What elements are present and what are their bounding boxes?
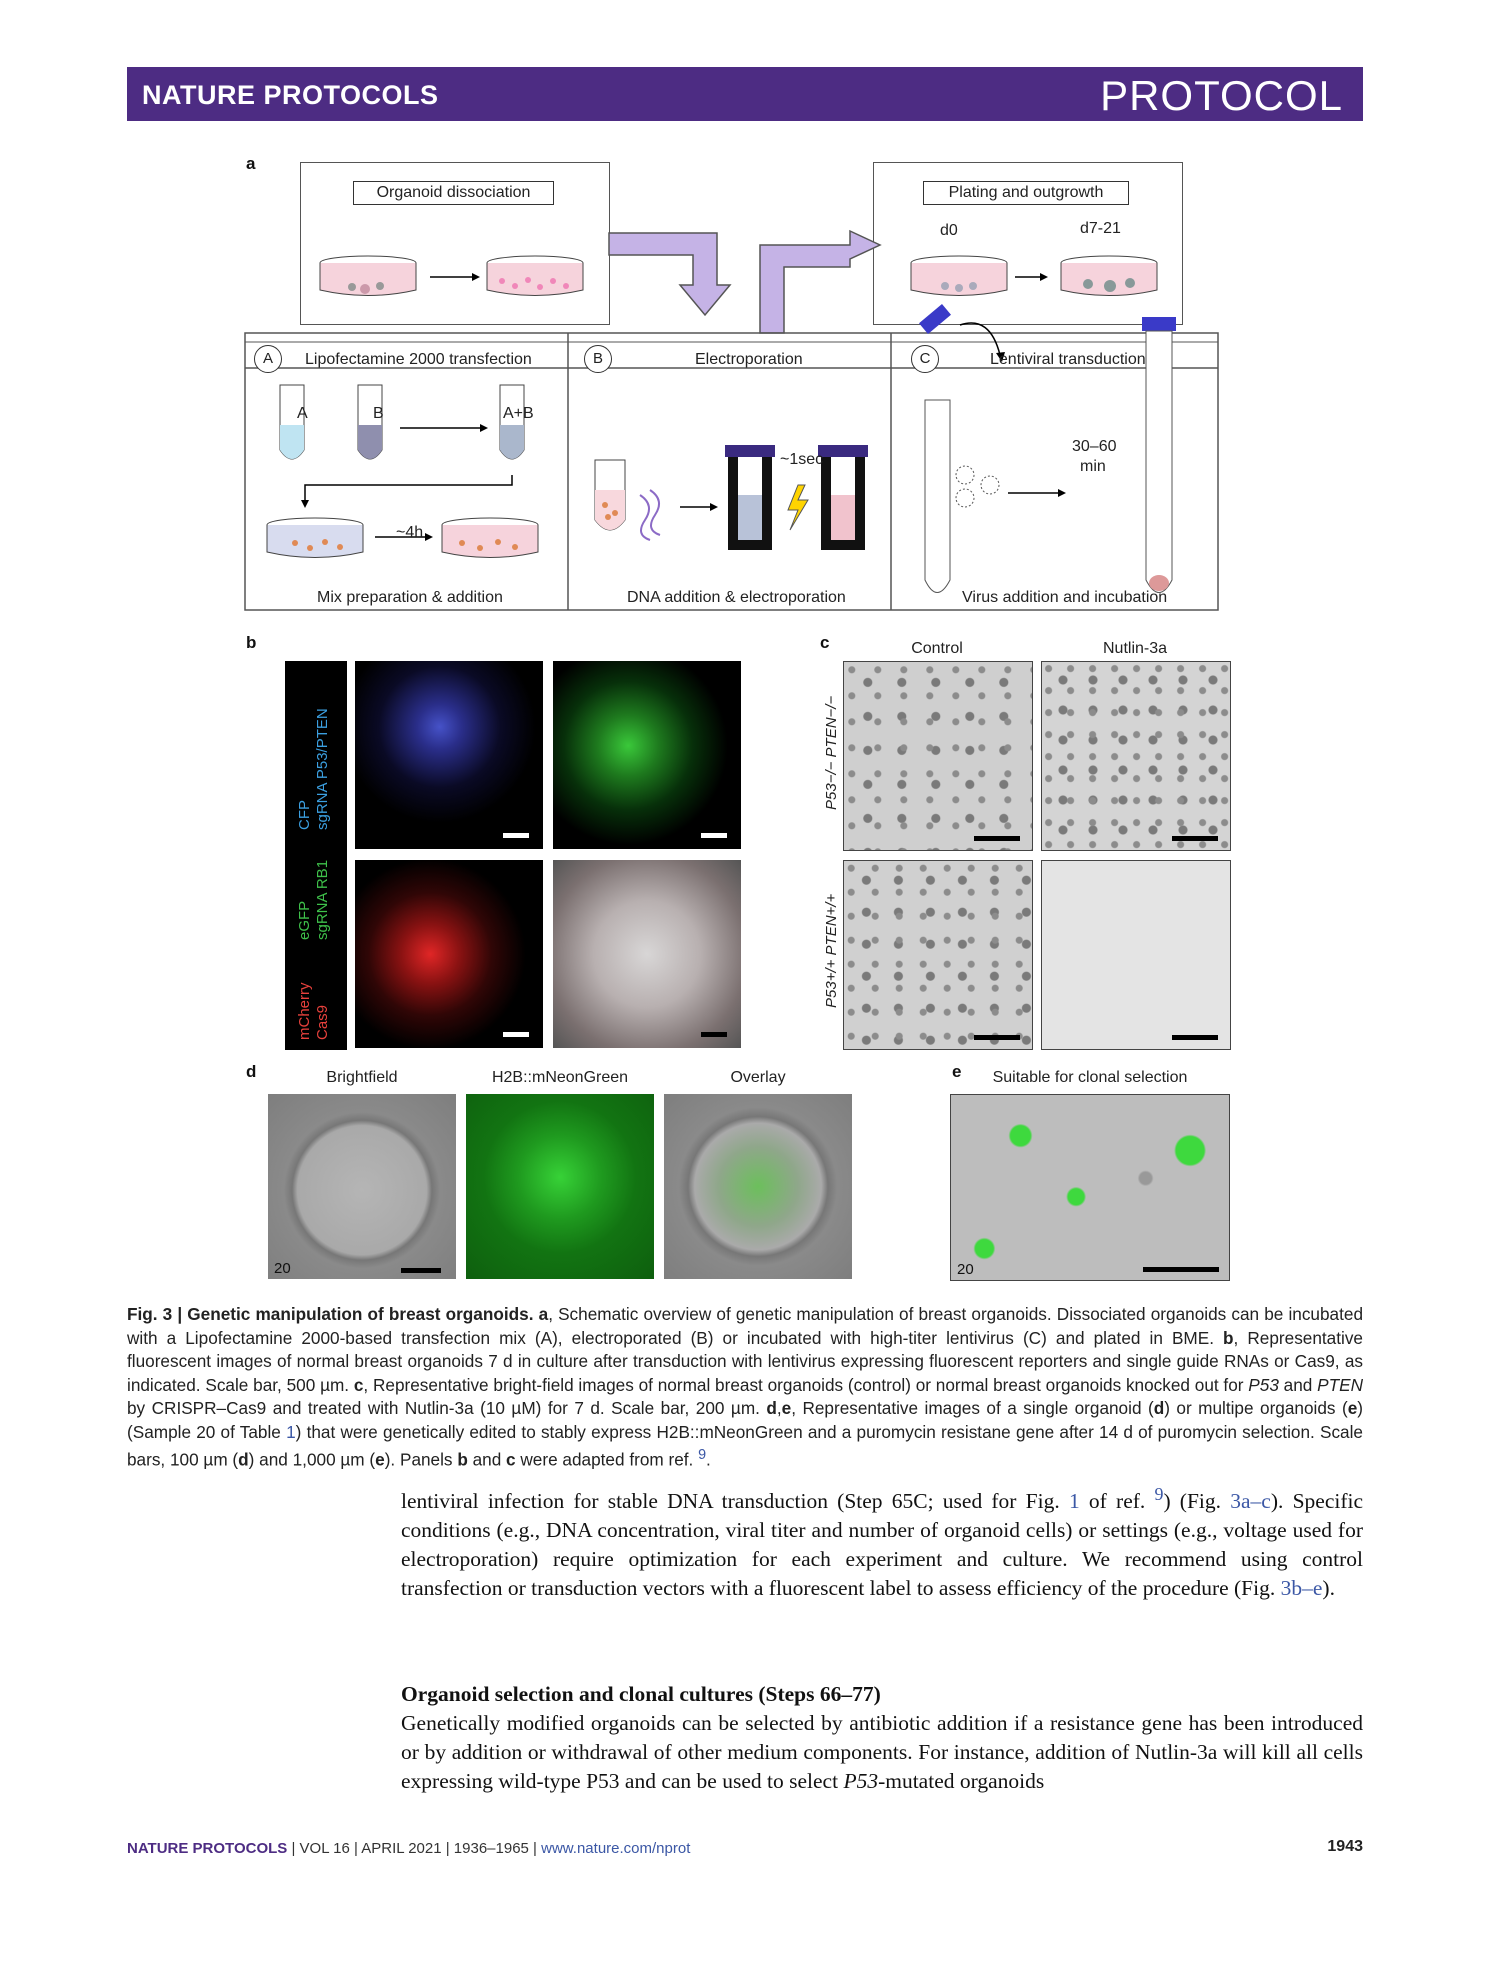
panel-e-label: e: [952, 1062, 962, 1081]
time-1sec: ~1sec: [780, 451, 824, 468]
image-brightfield: [268, 1094, 456, 1279]
dish-icon: [1061, 256, 1157, 296]
body-paragraph-1: [401, 1480, 1363, 1603]
para1-c: ) (Fig.: [1163, 1489, 1231, 1514]
caption-d-inline: d: [1153, 1398, 1165, 1418]
caption-text-de4: ) that were genetically edited to stably express H2B::mNeonGreen and a puromycin resistane gene after 14 d of puromycin selection. Scale bars, 100 µm (: [127, 1421, 1363, 1470]
dissociation-label: Organoid dissociation: [353, 181, 554, 205]
para1-b: of ref.: [1079, 1489, 1155, 1514]
caption-e-inline: e: [1347, 1398, 1358, 1418]
col-brightfield: Brightfield: [326, 1069, 398, 1086]
caption-b: b: [1223, 1327, 1234, 1348]
scale-bar: [503, 1032, 529, 1037]
panel-c-label: c: [820, 633, 830, 652]
article-type: PROTOCOL: [1100, 72, 1343, 119]
legend-mcherry: mCherry: [296, 982, 313, 1040]
panel-a-label: a: [246, 154, 256, 173]
footer-url[interactable]: www.nature.com/nprot: [541, 1840, 691, 1857]
method-a-footer: Mix preparation & addition: [317, 589, 503, 606]
image-mcherry: [355, 860, 543, 1048]
legend-row2: [296, 860, 332, 940]
dish-icon: [487, 256, 583, 296]
lightning-icon: [788, 485, 808, 530]
scale-bar: [974, 1035, 1020, 1040]
caption-e2: e: [375, 1449, 385, 1470]
dish-icon: [911, 256, 1007, 296]
para2-a: Genetically modified organoids can be selected by antibiotic addition if a resistance gene has been introduced or by addition or withdrawal of other medium components. For instance, addition of Nutlin-3a will kill all cells expressing wild-type P53 and can be used to select: [401, 1711, 1363, 1793]
scale-bar: [974, 836, 1020, 841]
caption-text-de2: ) or multipe organoids (: [1164, 1398, 1348, 1418]
col-nutlin: Nutlin-3a: [1102, 640, 1168, 657]
panel-a-schematic: [240, 155, 1240, 625]
scale-bar: [701, 833, 727, 838]
image-clonal: [950, 1094, 1230, 1281]
caption-a: a: [538, 1304, 549, 1324]
caption-text-c2: by CRISPR–Cas9 and treated with Nutlin-3a (10 µM) for 7 d. Scale bar, 200 µm.: [127, 1398, 767, 1418]
para2-p53: P53: [843, 1769, 879, 1793]
caption-p53: P53: [1248, 1374, 1279, 1395]
para1-a: lentiviral infection for stable DNA transduction (Step 65C; used for Fig.: [401, 1489, 1069, 1514]
scale-bar: [503, 833, 529, 838]
dish-icon: [267, 518, 363, 558]
image-wt-nutlin: [1041, 860, 1231, 1050]
footer-meta: | VOL 16 | APRIL 2021 | 1936–1965 |: [287, 1840, 542, 1857]
legend-cfp: CFP: [296, 800, 313, 830]
plating-label: Plating and outgrowth: [923, 181, 1129, 205]
right-arrow-icon: [760, 231, 880, 333]
caption-text-de5: ) and 1,000 µm (: [248, 1449, 376, 1470]
down-arrow-icon: [609, 233, 730, 315]
page-number: 1943: [1327, 1838, 1363, 1855]
method-a-badge: A: [254, 345, 282, 373]
legend-cas9: Cas9: [314, 1004, 331, 1040]
caption-c2: c: [506, 1449, 516, 1470]
scale-bar: [701, 1032, 727, 1037]
row-wt-label: P53+/+ PTEN+/+: [823, 893, 840, 1008]
scale-bar: [1143, 1267, 1219, 1272]
image-egfp: [553, 661, 741, 849]
caption-and: and: [1278, 1374, 1318, 1395]
para1-e: ).: [1322, 1576, 1335, 1601]
dish-icon: [442, 518, 538, 558]
scale-bar: [401, 1268, 441, 1273]
legend-row3: [296, 982, 332, 1040]
cuvette-icon: [725, 445, 775, 550]
method-c-badge: C: [911, 345, 939, 373]
legend-egfp: eGFP: [296, 900, 313, 940]
method-c-title: Lentiviral transduction: [990, 351, 1146, 368]
image-cfp: [355, 661, 543, 849]
caption-c: c: [353, 1374, 364, 1395]
footer-brand: NATURE PROTOCOLS: [127, 1840, 288, 1857]
sample-number: 20: [274, 1260, 291, 1277]
image-h2b: [466, 1094, 654, 1279]
col-control: Control: [911, 640, 963, 657]
fig1-link[interactable]: 1: [1068, 1489, 1080, 1514]
para2-b: -mutated organoids: [878, 1769, 1045, 1793]
body-paragraph-2: [401, 1709, 1363, 1796]
method-c-footer: Virus addition and incubation: [962, 589, 1168, 606]
panel-d-label: d: [246, 1062, 257, 1081]
section-heading: Organoid selection and clonal cultures (Steps 66–77): [401, 1682, 881, 1706]
conical-tube-icon: [925, 400, 950, 593]
caption-fig: Fig. 3 | Genetic manipulation of breast organoids.: [127, 1304, 534, 1324]
panel-e-title: Suitable for clonal selection: [992, 1069, 1188, 1086]
fig3ac-link[interactable]: 3a–c: [1230, 1489, 1271, 1514]
virus-icon: [956, 466, 999, 507]
panel-b-label: b: [246, 633, 257, 652]
image-wt-control: [843, 860, 1033, 1050]
caption-period: .: [706, 1449, 711, 1470]
caption-text-a: , Schematic overview of genetic manipulation of breast organoids. Dissociated organoids can be incubated with a Lipofectamine 2000-based transfection mix (A), electroporated (B) or incubated with high-titer lentivirus (C) and plated in BME.: [127, 1304, 1363, 1348]
sample-number: 20: [957, 1261, 974, 1278]
caption-text-end: were adapted from ref.: [515, 1449, 699, 1470]
ref9-link[interactable]: 9: [1154, 1484, 1164, 1504]
scale-bar: [1172, 836, 1218, 841]
col-overlay: Overlay: [730, 1069, 786, 1086]
dna-icon: [640, 495, 650, 540]
dish-icon: [320, 256, 416, 296]
time-30-60: 30–60: [1072, 438, 1117, 455]
caption-text-de6: ). Panels: [384, 1449, 458, 1470]
legend-row1: [296, 708, 332, 830]
row-ko-label: P53−/− PTEN−/−: [823, 695, 840, 810]
image-ko-nutlin: [1041, 661, 1231, 851]
day0-label: d0: [940, 222, 958, 239]
caption-text-de1: , Representative images of a single organoid (: [791, 1398, 1154, 1418]
legend-sgrna-rb1: sgRNA RB1: [314, 859, 331, 940]
method-b-title: Electroporation: [695, 351, 803, 368]
tube-cap-icon: [919, 304, 951, 334]
journal-name: NATURE PROTOCOLS: [142, 80, 439, 110]
image-overlay-d: [664, 1094, 852, 1279]
method-b-footer: DNA addition & electroporation: [627, 589, 846, 606]
time-min: min: [1080, 458, 1106, 475]
caption-text-c1: , Representative bright-field images of normal breast organoids (control) or normal breast organoids knocked out for: [363, 1374, 1249, 1395]
page-footer: [127, 1840, 690, 1857]
legend-sgrna-p53: sgRNA P53/PTEN: [314, 708, 331, 830]
cuvette-icon: [818, 445, 868, 550]
caption-and2: and: [467, 1449, 507, 1470]
tube-ab-label: A+B: [503, 405, 534, 422]
method-a-title: Lipofectamine 2000 transfection: [305, 351, 532, 368]
ref-link[interactable]: 9: [698, 1447, 707, 1463]
figure-caption: [127, 1303, 1363, 1472]
caption-e: e: [781, 1398, 792, 1418]
caption-text-de3: ) (Sample 20 of Table: [127, 1398, 1363, 1442]
caption-d: d: [766, 1398, 777, 1418]
caption-b2: b: [457, 1449, 468, 1470]
caption-comma: ,: [776, 1398, 782, 1418]
fig3be-link[interactable]: 3b–e: [1280, 1576, 1323, 1601]
table-link[interactable]: 1: [286, 1421, 296, 1442]
caption-pten: PTEN: [1317, 1374, 1363, 1395]
time-4h: ~4h: [396, 524, 424, 541]
tube-open-icon: [595, 460, 625, 530]
caption-text-b: , Representative fluorescent images of normal breast organoids 7 d in culture after transduction with lentivirus expressing fluorescent reporters and single guide RNAs or Cas9, as indicated. Scale bar, 500 µm.: [127, 1327, 1363, 1395]
caption-d2: d: [238, 1449, 249, 1470]
tube-a-label: A: [297, 405, 308, 422]
conical-tube-icon: [1142, 317, 1176, 593]
col-h2b: H2B::mNeonGreen: [491, 1069, 629, 1086]
tube-b-label: B: [373, 405, 384, 422]
scale-bar: [1172, 1035, 1218, 1040]
day7-label: d7-21: [1080, 220, 1121, 237]
image-overlay: [553, 860, 741, 1048]
image-ko-control: [843, 661, 1033, 851]
para1-d: ). Specific conditions (e.g., DNA concentration, viral titer and number of organoid cells) or settings (e.g., voltage used for electroporation) require optimization for each experiment and culture. We recommend using control transfection or transduction vectors with a fluorescent label to assess efficiency of the procedure (Fig.: [401, 1489, 1364, 1601]
method-b-badge: B: [584, 345, 612, 373]
